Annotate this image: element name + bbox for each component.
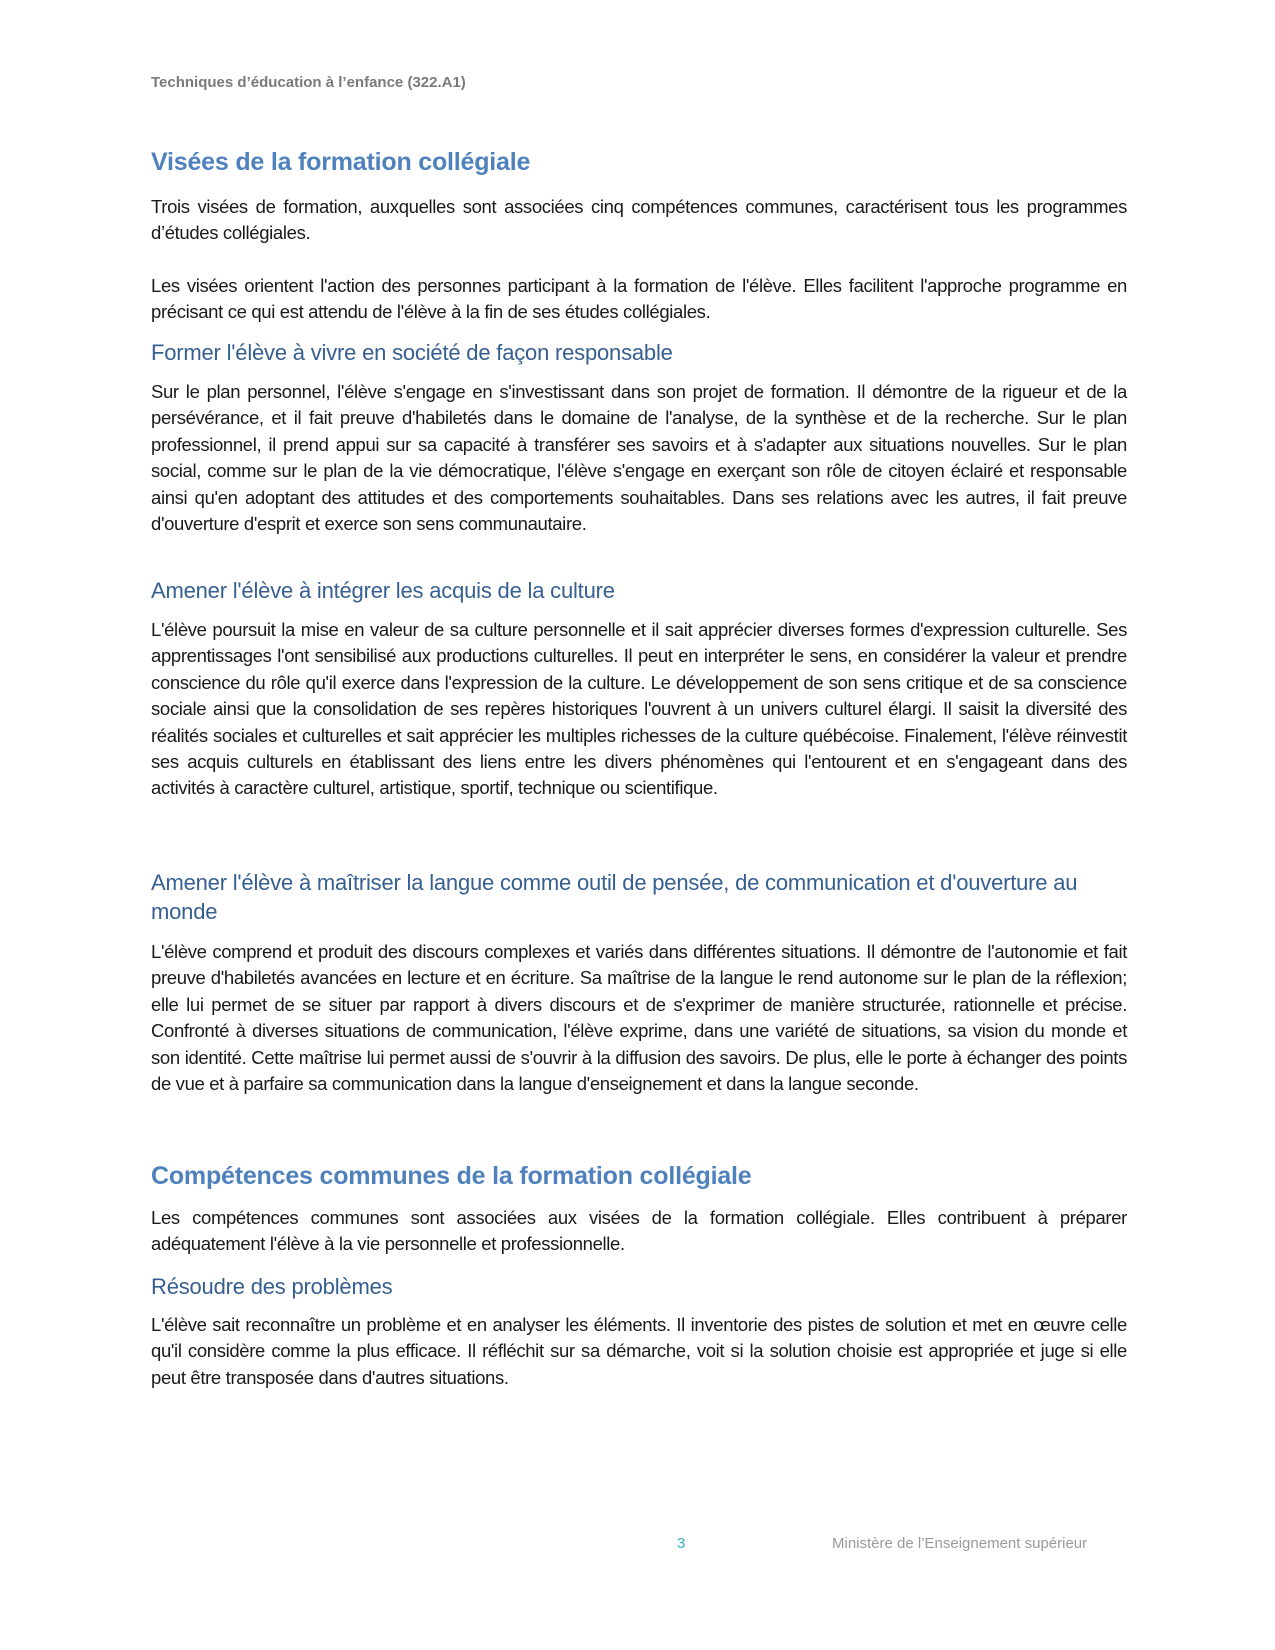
subsection-title-problemes: Résoudre des problèmes — [151, 1274, 393, 1299]
paragraph-visees-intro: Trois visées de formation, auxquelles sont associées cinq compétences communes, caractérisent tous les programmes d’études collégiales. — [151, 196, 1127, 244]
paragraph-visees-2: Les visées orientent l'action des personnes participant à la formation de l'élève. Elles facilitent l'approche programme en précisant ce qui est attendu de l'élève à la fin de ses études collégiales. — [151, 275, 1127, 323]
subsection-title-culture: Amener l'élève à intégrer les acquis de la culture — [151, 578, 615, 603]
paragraph-competences-intro: Les compétences communes sont associées aux visées de la formation collégiale. Elles contribuent à préparer adéquatement l'élève à la vie personnelle et professionnelle. — [151, 1207, 1127, 1255]
page-number: 3 — [677, 1535, 686, 1552]
subsection-title-langue: Amener l'élève à maîtriser la langue comme outil de pensée, de communication et d'ouverture au monde — [151, 870, 1078, 924]
paragraph-langue: L'élève comprend et produit des discours complexes et variés dans différentes situations. Il démontre de l'autonomie et fait preuve d'habiletés avancées en lecture et en écriture. Sa maîtrise de la langue le rend autonome sur le plan de la réflexion; elle lui permet de se situer par rapport à divers discours et de s'exprimer de manière structurée, rationnelle et précise. Confronté à diverses situations de communication, l'élève exprime, dans une variété de situations, sa vision du monde et son identité. Cette maîtrise lui permet aussi de s'ouvrir à la diffusion des savoirs. De plus, elle le porte à échanger des points de vue et à parfaire sa communication dans la langue d'enseignement et dans la langue seconde. — [151, 941, 1127, 1095]
section-title-competences: Compétences communes de la formation collégiale — [151, 1162, 752, 1190]
paragraph-problemes: L'élève sait reconnaître un problème et en analyser les éléments. Il inventorie des pistes de solution et met en œuvre celle qu'il considère comme la plus efficace. Il réfléchit sur sa démarche, voit si la solution choisie est appropriée et juge si elle peut être transposée dans d'autres situations. — [151, 1314, 1127, 1388]
section-title-visees: Visées de la formation collégiale — [151, 148, 531, 176]
subsection-title-societe: Former l'élève à vivre en société de façon responsable — [151, 340, 673, 365]
paragraph-societe: Sur le plan personnel, l'élève s'engage en s'investissant dans son projet de formation. Il démontre de la rigueur et de la persévérance, et il fait preuve d'habiletés dans le domaine de l'analyse, de la synthèse et de la recherche. Sur le plan professionnel, il prend appui sur sa capacité à transférer ses savoirs et à s'adapter aux situations nouvelles. Sur le plan social, comme sur le plan de la vie démocratique, l'élève s'engage en exerçant son rôle de citoyen éclairé et responsable ainsi qu'en adoptant des attitudes et des comportements souhaitables. Dans ses relations avec les autres, il fait preuve d'ouverture d'esprit et exerce son sens communautaire. — [151, 381, 1127, 535]
running-header: Techniques d’éducation à l’enfance (322.A1) — [151, 74, 466, 91]
paragraph-culture: L'élève poursuit la mise en valeur de sa culture personnelle et il sait apprécier diverses formes d'expression culturelle. Ses apprentissages l'ont sensibilisé aux productions culturelles. Il peut en interpréter le sens, en considérer la valeur et prendre conscience du rôle qu'il exerce dans l'expression de la culture. Le développement de son sens critique et de sa conscience sociale ainsi que la consolidation de ses repères historiques l'ouvrent à un univers culturel élargi. Il saisit la diversité des réalités sociales et culturelles et sait apprécier les multiples richesses de la culture québécoise. Finalement, l'élève réinvestit ses acquis culturels en établissant des liens entre les divers phénomènes qui l'entourent et en s'engageant dans des activités à caractère culturel, artistique, sportif, technique ou scientifique. — [151, 619, 1127, 799]
footer-organization: Ministère de l’Enseignement supérieur — [832, 1535, 1088, 1552]
